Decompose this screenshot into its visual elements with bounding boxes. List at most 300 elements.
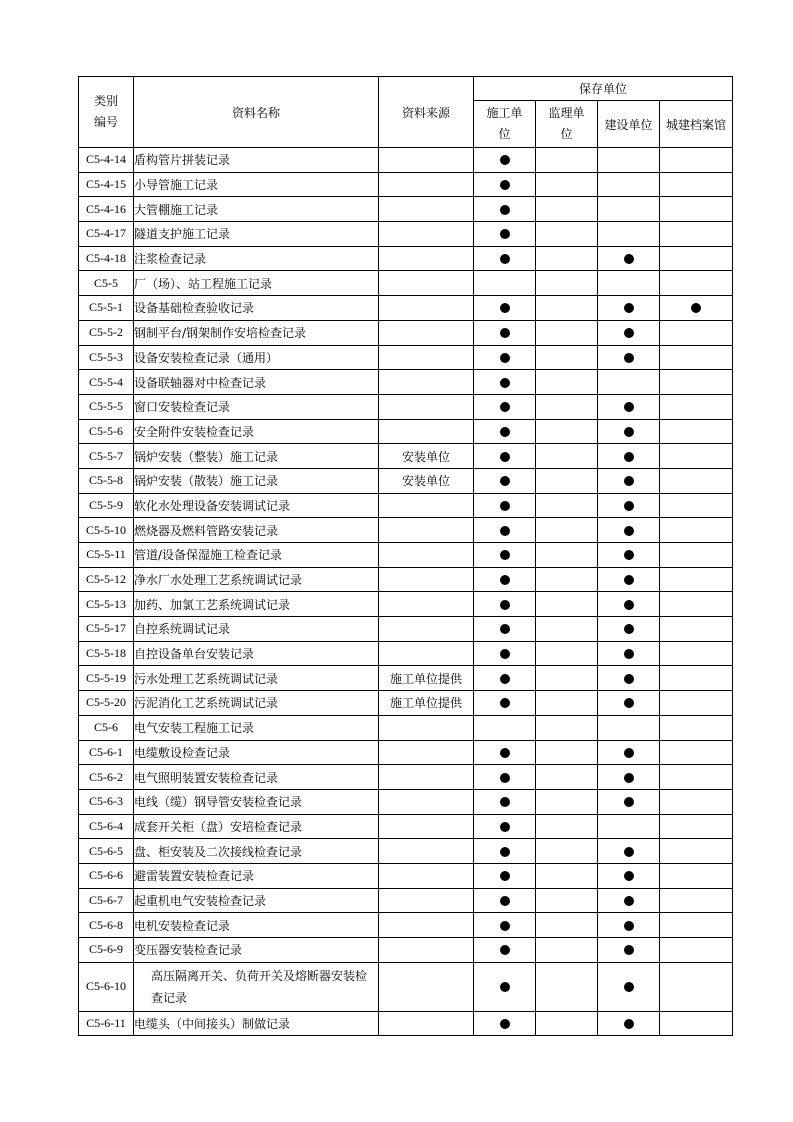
table-row	[79, 518, 733, 543]
table-row	[79, 888, 733, 913]
row-code: C5-4-17	[79, 222, 134, 247]
filled-dot-icon	[500, 1019, 510, 1029]
row-code: C5-6-7	[79, 888, 134, 913]
filled-dot-icon	[500, 921, 510, 931]
row-archive-cell	[660, 1011, 733, 1036]
row-source	[379, 938, 474, 963]
row-code: C5-5-5	[79, 394, 134, 419]
row-archive-cell	[660, 370, 733, 395]
row-archive-cell	[660, 222, 733, 247]
filled-dot-icon	[500, 378, 510, 388]
row-source	[379, 1011, 474, 1036]
table-row	[79, 765, 733, 790]
row-owner-cell	[598, 740, 660, 765]
row-archive-cell	[660, 863, 733, 888]
row-construction-cell	[474, 814, 536, 839]
row-construction-cell	[474, 394, 536, 419]
row-archive-cell	[660, 913, 733, 938]
filled-dot-icon	[500, 575, 510, 585]
row-name: 设备基础检查验收记录	[134, 296, 379, 321]
header-construction-unit	[474, 101, 536, 148]
filled-dot-icon	[500, 945, 510, 955]
row-construction-cell	[474, 370, 536, 395]
row-source	[379, 370, 474, 395]
table-row	[79, 468, 733, 493]
filled-dot-icon	[624, 945, 634, 955]
row-archive-cell	[660, 962, 733, 1011]
row-code: C5-6-1	[79, 740, 134, 765]
row-owner-cell	[598, 938, 660, 963]
row-code: C5-6-10	[79, 962, 134, 1011]
filled-dot-icon	[500, 452, 510, 462]
table-row	[79, 370, 733, 395]
table-row	[79, 592, 733, 617]
row-supervision-cell	[536, 370, 598, 395]
filled-dot-icon	[624, 847, 634, 857]
row-owner-cell	[598, 172, 660, 197]
row-supervision-cell	[536, 617, 598, 642]
row-owner-cell	[598, 765, 660, 790]
row-supervision-cell	[536, 1011, 598, 1036]
row-owner-cell	[598, 1011, 660, 1036]
row-supervision-cell	[536, 148, 598, 173]
row-construction-cell	[474, 691, 536, 716]
row-supervision-cell	[536, 444, 598, 469]
row-source	[379, 246, 474, 271]
filled-dot-icon	[500, 476, 510, 486]
header-record-name: 资料名称	[134, 77, 379, 148]
table-row	[79, 419, 733, 444]
row-archive-cell	[660, 148, 733, 173]
row-construction-cell	[474, 296, 536, 321]
row-name: 大管棚施工记录	[134, 197, 379, 222]
row-construction-cell	[474, 617, 536, 642]
row-archive-cell	[660, 740, 733, 765]
row-source	[379, 518, 474, 543]
row-code: C5-5-18	[79, 641, 134, 666]
row-archive-cell	[660, 789, 733, 814]
row-source	[379, 320, 474, 345]
table-row	[79, 789, 733, 814]
table-row	[79, 691, 733, 716]
row-name: 电线（缆）钢导管安装检查记录	[134, 789, 379, 814]
row-source	[379, 345, 474, 370]
row-source	[379, 863, 474, 888]
filled-dot-icon	[624, 896, 634, 906]
row-construction-cell	[474, 839, 536, 864]
filled-dot-icon	[624, 1019, 634, 1029]
row-supervision-cell	[536, 765, 598, 790]
filled-dot-icon	[624, 921, 634, 931]
row-construction-cell	[474, 962, 536, 1011]
row-source	[379, 148, 474, 173]
row-construction-cell	[474, 419, 536, 444]
table-body	[79, 148, 733, 1036]
table-row	[79, 444, 733, 469]
table-row	[79, 148, 733, 173]
filled-dot-icon	[500, 698, 510, 708]
row-code: C5-5-8	[79, 468, 134, 493]
filled-dot-icon	[624, 797, 634, 807]
row-owner-cell	[598, 666, 660, 691]
filled-dot-icon	[624, 476, 634, 486]
row-supervision-cell	[536, 345, 598, 370]
row-archive-cell	[660, 320, 733, 345]
filled-dot-icon	[624, 427, 634, 437]
filled-dot-icon	[500, 748, 510, 758]
row-archive-cell	[660, 394, 733, 419]
filled-dot-icon	[500, 205, 510, 215]
row-source	[379, 962, 474, 1011]
row-name: 电气照明装置安装检查记录	[134, 765, 379, 790]
filled-dot-icon	[500, 303, 510, 313]
row-construction-cell	[474, 444, 536, 469]
row-supervision-cell	[536, 913, 598, 938]
row-supervision-cell	[536, 814, 598, 839]
row-name: 自控系统调试记录	[134, 617, 379, 642]
filled-dot-icon	[500, 328, 510, 338]
row-supervision-cell	[536, 394, 598, 419]
row-code: C5-5	[79, 271, 134, 296]
row-construction-cell	[474, 518, 536, 543]
row-supervision-cell	[536, 567, 598, 592]
row-construction-cell	[474, 246, 536, 271]
row-archive-cell	[660, 518, 733, 543]
table-row	[79, 394, 733, 419]
row-source	[379, 765, 474, 790]
row-name: 成套开关柜（盘）安培检查记录	[134, 814, 379, 839]
row-supervision-cell	[536, 641, 598, 666]
row-name: 软化水处理设备安装调试记录	[134, 493, 379, 518]
row-source	[379, 715, 474, 740]
row-owner-cell	[598, 468, 660, 493]
filled-dot-icon	[624, 982, 634, 992]
row-name: 避雷装置安装检查记录	[134, 863, 379, 888]
filled-dot-icon	[624, 303, 634, 313]
filled-dot-icon	[500, 649, 510, 659]
table-row	[79, 666, 733, 691]
row-code: C5-5-10	[79, 518, 134, 543]
row-construction-cell	[474, 641, 536, 666]
row-owner-cell	[598, 863, 660, 888]
row-name: 电机安装检查记录	[134, 913, 379, 938]
header-category-line1: 类别	[93, 94, 118, 108]
filled-dot-icon	[500, 797, 510, 807]
filled-dot-icon	[624, 402, 634, 412]
header-category-line2: 编号	[93, 115, 118, 129]
row-supervision-cell	[536, 543, 598, 568]
filled-dot-icon	[500, 982, 510, 992]
header-custody-units: 保存单位	[474, 77, 733, 101]
row-supervision-cell	[536, 691, 598, 716]
row-name: 净水厂水处理工艺系统调试记录	[134, 567, 379, 592]
row-owner-cell	[598, 222, 660, 247]
row-archive-cell	[660, 666, 733, 691]
row-archive-cell	[660, 543, 733, 568]
filled-dot-icon	[624, 773, 634, 783]
filled-dot-icon	[500, 155, 510, 165]
row-archive-cell	[660, 888, 733, 913]
row-owner-cell	[598, 493, 660, 518]
row-code: C5-6	[79, 715, 134, 740]
filled-dot-icon	[624, 328, 634, 338]
row-code: C5-5-20	[79, 691, 134, 716]
row-owner-cell	[598, 592, 660, 617]
filled-dot-icon	[624, 674, 634, 684]
row-owner-cell	[598, 518, 660, 543]
row-source	[379, 296, 474, 321]
row-owner-cell	[598, 617, 660, 642]
row-source: 施工单位提供	[379, 691, 474, 716]
row-source	[379, 493, 474, 518]
row-construction-cell	[474, 715, 536, 740]
row-name: 锅炉安装（整装）施工记录	[134, 444, 379, 469]
filled-dot-icon	[624, 698, 634, 708]
row-source	[379, 789, 474, 814]
row-owner-cell	[598, 789, 660, 814]
row-source: 安装单位	[379, 468, 474, 493]
row-construction-cell	[474, 666, 536, 691]
row-supervision-cell	[536, 740, 598, 765]
row-supervision-cell	[536, 271, 598, 296]
filled-dot-icon	[500, 180, 510, 190]
row-code: C5-6-3	[79, 789, 134, 814]
table-row	[79, 1011, 733, 1036]
filled-dot-icon	[500, 600, 510, 610]
row-construction-cell	[474, 740, 536, 765]
row-owner-cell	[598, 543, 660, 568]
row-code: C5-5-13	[79, 592, 134, 617]
filled-dot-icon	[624, 353, 634, 363]
row-code: C5-4-15	[79, 172, 134, 197]
row-construction-cell	[474, 1011, 536, 1036]
row-name: 小导管施工记录	[134, 172, 379, 197]
table-row	[79, 197, 733, 222]
row-source	[379, 888, 474, 913]
row-construction-cell	[474, 765, 536, 790]
filled-dot-icon	[624, 550, 634, 560]
header-record-source: 资料来源	[379, 77, 474, 148]
row-supervision-cell	[536, 592, 598, 617]
row-code: C5-5-9	[79, 493, 134, 518]
row-supervision-cell	[536, 197, 598, 222]
row-supervision-cell	[536, 888, 598, 913]
row-supervision-cell	[536, 296, 598, 321]
header-archive: 城建档案馆	[660, 101, 733, 148]
row-construction-cell	[474, 172, 536, 197]
row-construction-cell	[474, 863, 536, 888]
row-owner-cell	[598, 814, 660, 839]
table-row	[79, 641, 733, 666]
row-archive-cell	[660, 197, 733, 222]
filled-dot-icon	[500, 550, 510, 560]
row-source	[379, 567, 474, 592]
table-row	[79, 740, 733, 765]
row-source	[379, 394, 474, 419]
table-row	[79, 863, 733, 888]
row-code: C5-5-12	[79, 567, 134, 592]
row-supervision-cell	[536, 320, 598, 345]
table-row	[79, 345, 733, 370]
filled-dot-icon	[624, 600, 634, 610]
row-code: C5-6-8	[79, 913, 134, 938]
table-row	[79, 271, 733, 296]
row-code: C5-5-7	[79, 444, 134, 469]
table-row	[79, 296, 733, 321]
filled-dot-icon	[624, 871, 634, 881]
table-row	[79, 814, 733, 839]
row-source	[379, 271, 474, 296]
row-source: 施工单位提供	[379, 666, 474, 691]
row-construction-cell	[474, 888, 536, 913]
row-code: C5-5-3	[79, 345, 134, 370]
filled-dot-icon	[500, 427, 510, 437]
table-row	[79, 715, 733, 740]
row-name: 电缆敷设检查记录	[134, 740, 379, 765]
row-supervision-cell	[536, 493, 598, 518]
row-archive-cell	[660, 617, 733, 642]
row-source: 安装单位	[379, 444, 474, 469]
records-table	[78, 76, 733, 1036]
row-supervision-cell	[536, 468, 598, 493]
filled-dot-icon	[624, 452, 634, 462]
filled-dot-icon	[624, 748, 634, 758]
filled-dot-icon	[500, 674, 510, 684]
filled-dot-icon	[500, 501, 510, 511]
row-name: 管道/设备保湿施工检查记录	[134, 543, 379, 568]
row-archive-cell	[660, 691, 733, 716]
row-archive-cell	[660, 172, 733, 197]
row-construction-cell	[474, 493, 536, 518]
row-code: C5-5-4	[79, 370, 134, 395]
row-archive-cell	[660, 296, 733, 321]
row-supervision-cell	[536, 839, 598, 864]
filled-dot-icon	[500, 896, 510, 906]
row-owner-cell	[598, 419, 660, 444]
row-source	[379, 839, 474, 864]
header-owner-unit: 建设单位	[598, 101, 660, 148]
row-owner-cell	[598, 246, 660, 271]
row-supervision-cell	[536, 789, 598, 814]
row-source	[379, 172, 474, 197]
header-supervision-line1: 监理单	[548, 106, 585, 120]
row-construction-cell	[474, 271, 536, 296]
row-archive-cell	[660, 493, 733, 518]
row-name: 污水处理工艺系统调试记录	[134, 666, 379, 691]
row-code: C5-6-6	[79, 863, 134, 888]
row-source	[379, 617, 474, 642]
table-row	[79, 962, 733, 1011]
filled-dot-icon	[624, 526, 634, 536]
table-row	[79, 320, 733, 345]
row-construction-cell	[474, 543, 536, 568]
filled-dot-icon	[624, 624, 634, 634]
filled-dot-icon	[500, 773, 510, 783]
row-code: C5-6-9	[79, 938, 134, 963]
row-owner-cell	[598, 888, 660, 913]
row-archive-cell	[660, 765, 733, 790]
row-name: 厂（场）、站工程施工记录	[134, 271, 379, 296]
header-supervision-line2: 位	[560, 127, 573, 141]
row-archive-cell	[660, 246, 733, 271]
row-code: C5-6-5	[79, 839, 134, 864]
filled-dot-icon	[500, 353, 510, 363]
row-name: 自控设备单台安装记录	[134, 641, 379, 666]
row-code: C5-6-11	[79, 1011, 134, 1036]
row-name: 窗口安装检查记录	[134, 394, 379, 419]
row-archive-cell	[660, 641, 733, 666]
row-code: C5-5-17	[79, 617, 134, 642]
row-owner-cell	[598, 715, 660, 740]
row-supervision-cell	[536, 222, 598, 247]
row-supervision-cell	[536, 863, 598, 888]
row-supervision-cell	[536, 666, 598, 691]
row-name: 电缆头（中间接头）制做记录	[134, 1011, 379, 1036]
row-supervision-cell	[536, 715, 598, 740]
row-code: C5-5-6	[79, 419, 134, 444]
row-archive-cell	[660, 444, 733, 469]
row-construction-cell	[474, 468, 536, 493]
row-supervision-cell	[536, 962, 598, 1011]
row-name: 起重机电气安装检查记录	[134, 888, 379, 913]
row-name: 注浆检查记录	[134, 246, 379, 271]
row-construction-cell	[474, 320, 536, 345]
row-owner-cell	[598, 444, 660, 469]
row-name: 加药、加氯工艺系统调试记录	[134, 592, 379, 617]
row-code: C5-5-11	[79, 543, 134, 568]
row-code: C5-4-14	[79, 148, 134, 173]
row-code: C5-4-18	[79, 246, 134, 271]
row-source	[379, 592, 474, 617]
filled-dot-icon	[624, 501, 634, 511]
table-header	[79, 77, 733, 148]
table-row	[79, 913, 733, 938]
filled-dot-icon	[500, 402, 510, 412]
row-archive-cell	[660, 271, 733, 296]
row-owner-cell	[598, 370, 660, 395]
row-archive-cell	[660, 938, 733, 963]
table-row	[79, 172, 733, 197]
filled-dot-icon	[500, 254, 510, 264]
row-owner-cell	[598, 394, 660, 419]
row-archive-cell	[660, 468, 733, 493]
table-row	[79, 567, 733, 592]
row-archive-cell	[660, 715, 733, 740]
row-code: C5-6-4	[79, 814, 134, 839]
row-construction-cell	[474, 592, 536, 617]
table-row	[79, 222, 733, 247]
filled-dot-icon	[691, 303, 701, 313]
filled-dot-icon	[500, 526, 510, 536]
row-supervision-cell	[536, 419, 598, 444]
filled-dot-icon	[500, 847, 510, 857]
row-name: 盾构管片拼装记录	[134, 148, 379, 173]
row-code: C5-5-1	[79, 296, 134, 321]
table-row	[79, 617, 733, 642]
row-archive-cell	[660, 567, 733, 592]
row-owner-cell	[598, 839, 660, 864]
row-owner-cell	[598, 691, 660, 716]
filled-dot-icon	[500, 624, 510, 634]
row-source	[379, 913, 474, 938]
row-construction-cell	[474, 913, 536, 938]
row-name: 变压器安装检查记录	[134, 938, 379, 963]
header-construction-line2: 位	[498, 127, 511, 141]
row-owner-cell	[598, 913, 660, 938]
row-owner-cell	[598, 641, 660, 666]
row-code: C5-5-2	[79, 320, 134, 345]
row-code: C5-5-19	[79, 666, 134, 691]
